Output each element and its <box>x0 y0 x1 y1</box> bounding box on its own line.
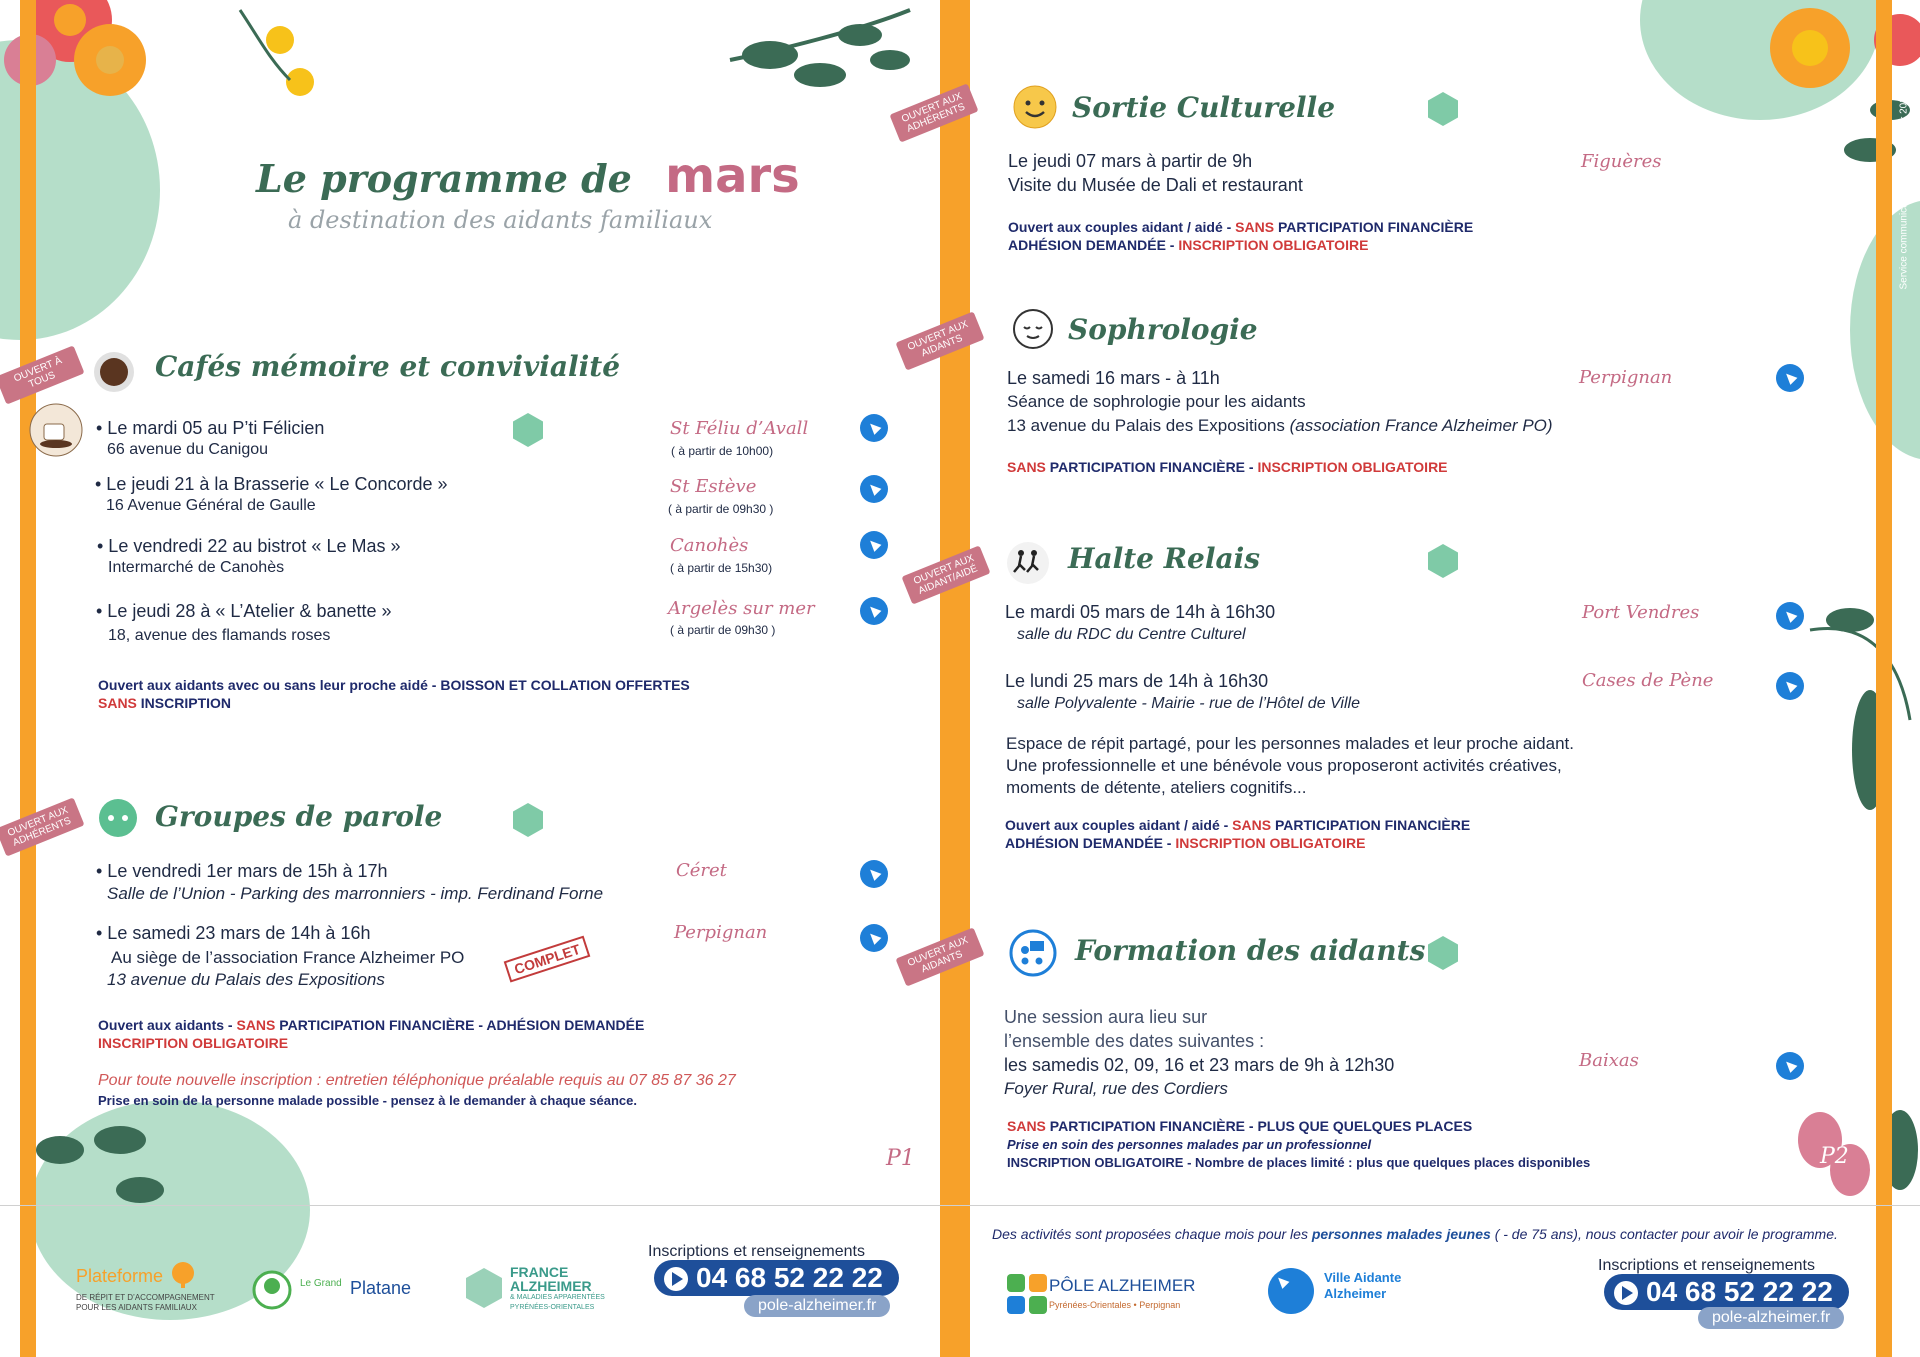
formation-directions-button[interactable] <box>1776 1052 1804 1080</box>
halte-item-1: Le mardi 05 mars de 14h à 16h30 <box>1005 602 1276 622</box>
sophro-note-a: SANS <box>1007 459 1046 475</box>
sophro-title: Sophrologie <box>1068 313 1258 346</box>
halte-note-2 <box>1005 835 1365 851</box>
sortie-title: Sortie Culturelle <box>1072 91 1336 124</box>
halte-1-directions-button[interactable] <box>1776 602 1804 630</box>
groupes-note-2: INSCRIPTION OBLIGATOIRE <box>98 1035 289 1051</box>
cafe-3-location: Canohès <box>670 535 749 556</box>
france-alzheimer-hex-icon <box>466 1268 502 1308</box>
training-icon <box>1008 928 1058 978</box>
flower-decoration-bottom-right <box>1780 1110 1920 1220</box>
groupe-2-directions-button[interactable] <box>860 924 888 952</box>
formation-audience-tag: OUVERT AUX AIDANTS <box>895 927 984 986</box>
france-alzheimer-line-2: ALZHEIMER <box>510 1278 592 1294</box>
groupes-note-1c: PARTICIPATION FINANCIÈRE - ADHÉSION DEMANDÉE <box>275 1017 645 1033</box>
halte-item-1-place: salle du RDC du Centre Culturel <box>1017 626 1246 643</box>
cafe-1-time: ( à partir de 10h00) <box>671 444 774 458</box>
left-phone-button[interactable]: 04 68 52 22 22 <box>654 1260 899 1296</box>
cafe-2-address: 16 Avenue Général de Gaulle <box>106 497 316 514</box>
halte-title: Halte Relais <box>1068 542 1260 575</box>
groupe-1-line: • Le vendredi 1er mars de 15h à 17h <box>96 861 388 881</box>
cafe-4-line: • Le jeudi 28 à « L’Atelier & banette » <box>96 601 392 621</box>
cafes-note-2-red: SANS <box>98 695 137 711</box>
left-website-link[interactable]: pole-alzheimer.fr <box>744 1295 890 1317</box>
cafe-1-address: 66 avenue du Canigou <box>107 441 269 458</box>
halte-note-2a: ADHÉSION DEMANDÉE - <box>1005 835 1176 851</box>
sortie-note-1b: SANS <box>1235 219 1275 235</box>
halte-note-1b: SANS <box>1232 817 1272 833</box>
title-month: mars <box>665 148 800 204</box>
chat-bubble-icon <box>97 798 139 840</box>
france-alzheimer-line-4: PYRÉNÉES-ORIENTALES <box>510 1304 595 1311</box>
groupes-audience-tag: OUVERT AUX ADHÉRENTS <box>0 797 85 856</box>
formation-note-1 <box>1007 1118 1472 1134</box>
halte-location-2: Cases de Pène <box>1582 670 1714 691</box>
groupe-2-line: • Le samedi 23 mars de 14h à 16h <box>96 923 371 943</box>
formation-note-1a: SANS <box>1007 1118 1046 1134</box>
sortie-note-2a: ADHÉSION DEMANDÉE - <box>1008 237 1179 253</box>
cafes-note-1: Ouvert aux aidants avec ou sans leur proche aidé - BOISSON ET COLLATION OFFERTES <box>98 677 690 693</box>
sortie-note-2 <box>1008 237 1368 253</box>
halte-location-1: Port Vendres <box>1582 602 1700 623</box>
formation-line-4: Foyer Rural, rue des Cordiers <box>1004 1079 1228 1098</box>
sortie-location: Figuères <box>1581 151 1662 172</box>
sophro-line-1: Le samedi 16 mars - à 11h <box>1007 368 1220 388</box>
cafe-3-directions-button[interactable] <box>860 531 888 559</box>
halte-2-directions-button[interactable] <box>1776 672 1804 700</box>
vertical-credit: Service communication Pôle Alzheimer 2024 © <box>1898 81 1910 290</box>
leaf-decoration-top-center <box>720 0 920 110</box>
sortie-line-2: Visite du Musée de Dali et restaurant <box>1008 175 1303 195</box>
france-alzheimer-line-3: & MALADIES APPARENTÉES <box>510 1294 605 1301</box>
sophro-line-3 <box>1007 416 1553 436</box>
france-alzheimer-line-1: FRANCE <box>510 1264 569 1280</box>
halte-audience-tag: OUVERT AUX AIDANT/AIDÉ <box>901 545 990 604</box>
halte-item-2: Le lundi 25 mars de 14h à 16h30 <box>1005 671 1269 691</box>
cafe-2-location: St Estève <box>670 476 757 497</box>
halte-desc-2: Une professionnelle et une bénévole vous proposeront activités créatives, <box>1006 756 1562 775</box>
page-title <box>256 148 800 204</box>
formation-title: Formation des aidants <box>1075 934 1426 967</box>
cafe-4-address: 18, avenue des flamands roses <box>108 627 331 644</box>
platane-logo-name: Platane <box>350 1278 412 1298</box>
leaf-decoration-right <box>1790 520 1920 850</box>
pole-alzheimer-icon <box>1007 1274 1047 1314</box>
formation-line-3: les samedis 02, 09, 16 et 23 mars de 9h à 12h30 <box>1004 1055 1395 1075</box>
page-subtitle: à destination des aidants familiaux <box>288 206 713 234</box>
cafe-4-directions-button[interactable] <box>860 597 888 625</box>
right-website-link[interactable]: pole-alzheimer.fr <box>1698 1307 1844 1329</box>
ville-aidante-line-2: Alzheimer <box>1324 1286 1387 1301</box>
pole-alzheimer-sub: Pyrénées-Orientales • Perpignan <box>1049 1300 1181 1310</box>
smiley-icon <box>1012 84 1058 130</box>
halte-note-1 <box>1005 817 1470 833</box>
formation-note-3: INSCRIPTION OBLIGATOIRE - Nombre de places limité : plus que quelques places disponibles <box>1007 1155 1591 1170</box>
cafe-3-address: Intermarché de Canohès <box>108 559 285 576</box>
sophro-line-3-text: 13 avenue du Palais des Expositions <box>1007 416 1290 435</box>
notice-part-b: personnes malades jeunes <box>1311 1226 1491 1242</box>
platane-tree-icon <box>252 1270 292 1310</box>
coffee-illustration-icon <box>28 402 84 458</box>
cafes-note-2-text: INSCRIPTION <box>136 695 232 711</box>
leaf-decoration-bottom-left <box>30 1110 190 1220</box>
cafes-note-2 <box>98 695 231 711</box>
platane-logo-prefix: Le Grand <box>300 1278 342 1289</box>
cafe-2-line: • Le jeudi 21 à la Brasserie « Le Concorde » <box>95 474 448 494</box>
complet-stamp: COMPLET <box>504 935 591 982</box>
halte-desc-3: moments de détente, ateliers cognitifs... <box>1006 778 1307 797</box>
formation-location: Baixas <box>1579 1050 1639 1071</box>
cafe-2-directions-button[interactable] <box>860 475 888 503</box>
notice-part-c: ( - de 75 ans), nous contacter pour avoir le programme. <box>1490 1226 1838 1242</box>
divider-bar-center-right <box>954 0 970 1357</box>
cafes-title: Cafés mémoire et convivialité <box>155 350 621 383</box>
right-phone-button[interactable]: 04 68 52 22 22 <box>1604 1274 1849 1310</box>
halte-desc-1: Espace de répit partagé, pour les personnes malades et leur proche aidant. <box>1006 734 1574 753</box>
cafe-1-location: St Féliu d’Avall <box>670 418 809 439</box>
flower-decoration-top-left <box>0 0 340 120</box>
sophro-note-b: PARTICIPATION FINANCIÈRE - <box>1045 459 1258 475</box>
plateforme-tree-icon <box>168 1260 198 1290</box>
halte-note-1a: Ouvert aux couples aidant / aidé - <box>1005 817 1233 833</box>
young-patients-notice <box>992 1226 1838 1242</box>
plateforme-logo-name: Plateforme <box>76 1266 164 1286</box>
notice-part-a: Des activités sont proposées chaque mois pour les <box>992 1226 1312 1242</box>
coffee-cup-icon <box>92 350 136 394</box>
divider-bar-left <box>20 0 36 1357</box>
cafe-4-location: Argelès sur mer <box>668 598 815 619</box>
groupes-hexagon <box>513 803 543 837</box>
ville-aidante-line-1: Ville Aidante <box>1324 1270 1402 1285</box>
pole-alzheimer-name: PÔLE ALZHEIMER <box>1049 1276 1196 1295</box>
footer-divider <box>0 1205 1920 1206</box>
ville-aidante-icon <box>1268 1268 1314 1314</box>
sophro-line-3-italic: (association France Alzheimer PO) <box>1289 416 1553 435</box>
groupes-title: Groupes de parole <box>155 800 443 833</box>
sortie-note-1c: PARTICIPATION FINANCIÈRE <box>1274 219 1474 235</box>
running-people-icon <box>1005 540 1051 586</box>
groupes-note-1a: Ouvert aux aidants - <box>98 1017 237 1033</box>
formation-hexagon <box>1428 936 1458 970</box>
groupe-1-location: Céret <box>676 860 727 881</box>
relaxed-face-icon <box>1010 306 1056 352</box>
cafe-3-time: ( à partir de 15h30) <box>670 561 773 575</box>
sortie-note-1 <box>1008 219 1473 235</box>
groupes-note-1 <box>98 1017 644 1033</box>
groupe-1-address: Salle de l’Union - Parking des marronniers - imp. Ferdinand Forne <box>107 884 604 903</box>
groupes-red-line: Pour toute nouvelle inscription : entretien téléphonique préalable requis au 07 85 87 36 27 <box>98 1072 736 1089</box>
groupe-2-location: Perpignan <box>674 922 768 943</box>
page-number-2: P2 <box>1820 1144 1849 1169</box>
cafe-1-directions-button[interactable] <box>860 414 888 442</box>
cafe-4-time: ( à partir de 09h30 ) <box>670 623 776 637</box>
sophro-line-2: Séance de sophrologie pour les aidants <box>1007 392 1306 411</box>
sortie-line-1: Le jeudi 07 mars à partir de 9h <box>1008 151 1253 171</box>
cafe-1-line: • Le mardi 05 au P’ti Félicien <box>96 418 325 438</box>
groupes-note-1b: SANS <box>236 1017 276 1033</box>
cafe-2-time: ( à partir de 09h30 ) <box>668 502 774 516</box>
right-contact-label: Inscriptions et renseignements <box>1598 1257 1815 1274</box>
cafes-audience-tag: OUVERT À TOUS <box>0 345 85 404</box>
sortie-hexagon <box>1428 92 1458 126</box>
plateforme-logo-line-1: DE RÉPIT ET D’ACCOMPAGNEMENT <box>76 1293 215 1302</box>
sophro-location: Perpignan <box>1579 367 1673 388</box>
groupes-last-line: Prise en soin de la personne malade possible - pensez à le demander à chaque séance. <box>98 1093 637 1108</box>
formation-note-2: Prise en soin des personnes malades par un professionnel <box>1007 1137 1372 1152</box>
title-prefix: Le programme de <box>256 156 632 201</box>
sophro-directions-button[interactable] <box>1776 364 1804 392</box>
left-contact-label: Inscriptions et renseignements <box>648 1243 865 1260</box>
sophro-audience-tag: OUVERT AUX AIDANTS <box>895 311 984 370</box>
plateforme-logo-line-2: POUR LES AIDANTS FAMILIAUX <box>76 1303 197 1312</box>
groupe-2-address: Au siège de l’association France Alzheimer PO <box>111 948 465 967</box>
sortie-note-1a: Ouvert aux couples aidant / aidé - <box>1008 219 1236 235</box>
formation-note-1b: PARTICIPATION FINANCIÈRE - PLUS QUE QUELQUES PLACES <box>1045 1118 1473 1134</box>
sortie-audience-tag: OUVERT AUX ADHÉRENTS <box>889 83 978 142</box>
page-number-1: P1 <box>886 1146 915 1171</box>
formation-line-1: Une session aura lieu sur <box>1004 1007 1208 1027</box>
cafe-3-line: • Le vendredi 22 au bistrot « Le Mas » <box>97 536 401 556</box>
halte-item-2-place: salle Polyvalente - Mairie - rue de l’Hôtel de Ville <box>1017 695 1360 712</box>
sophro-note-c: INSCRIPTION OBLIGATOIRE <box>1257 459 1448 475</box>
sortie-note-2b: INSCRIPTION OBLIGATOIRE <box>1178 237 1369 253</box>
halte-hexagon <box>1428 544 1458 578</box>
groupe-2-address-2: 13 avenue du Palais des Expositions <box>107 970 385 989</box>
sophro-note <box>1007 459 1448 475</box>
halte-note-1c: PARTICIPATION FINANCIÈRE <box>1271 817 1471 833</box>
groupe-1-directions-button[interactable] <box>860 860 888 888</box>
halte-note-2b: INSCRIPTION OBLIGATOIRE <box>1175 835 1366 851</box>
divider-bar-right <box>1876 0 1892 1357</box>
cafe-1-hexagon <box>513 413 543 447</box>
formation-line-2: l’ensemble des dates suivantes : <box>1004 1031 1265 1051</box>
